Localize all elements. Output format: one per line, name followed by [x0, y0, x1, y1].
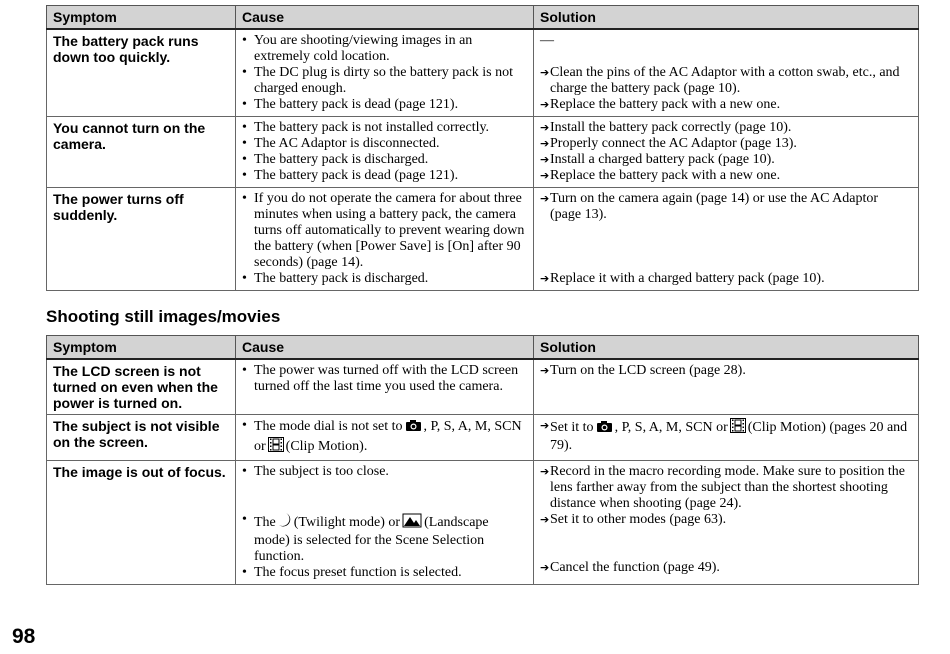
table-row [47, 415, 919, 461]
header-cause: Cause [236, 336, 534, 360]
table-row [47, 117, 919, 188]
arrow-icon: ➔ [540, 465, 550, 478]
bullet-icon: • [242, 120, 247, 135]
camera-auto-mode-icon [596, 419, 613, 438]
troubleshooting-table-shooting [46, 335, 919, 585]
arrow-icon: ➔ [540, 98, 550, 111]
solution-cell [534, 461, 919, 585]
bullet-icon: • [242, 33, 247, 48]
solution-item: ➔ Turn on the LCD screen (page 28). [540, 363, 746, 378]
bullet-icon: • [242, 464, 247, 479]
cause-item: • The focus preset function is selected. [242, 565, 462, 580]
solution-item: ➔ Properly connect the AC Adaptor (page 13). [540, 136, 797, 151]
cause-cell [236, 29, 534, 117]
bullet-icon: • [242, 512, 247, 527]
table-row [47, 29, 919, 117]
arrow-icon: ➔ [540, 192, 550, 205]
solution-cell [534, 359, 919, 415]
solution-item: ➔ Replace the battery pack with a new one. [540, 168, 781, 183]
symptom-cell: The battery pack runs down too quickly. [47, 29, 236, 117]
solution-item: ➔ Install the battery pack correctly (page 10). [540, 120, 792, 135]
page-number: 98 [12, 625, 36, 648]
bullet-icon: • [242, 271, 247, 286]
solution-cell [534, 117, 919, 188]
symptom-cell: You cannot turn on the camera. [47, 117, 236, 188]
troubleshooting-table-power [46, 5, 919, 291]
cause-item: • The battery pack is discharged. [242, 152, 429, 167]
solution-item: ➔ Replace it with a charged battery pack (page 10). [540, 271, 825, 286]
cause-cell [236, 117, 534, 188]
camera-auto-mode-icon [405, 418, 422, 437]
header-solution: Solution [534, 6, 919, 30]
solution-item: ➔ Set it to other modes (page 63). [540, 512, 727, 527]
bullet-icon: • [242, 418, 247, 433]
symptom-cell: The subject is not visible on the screen. [47, 415, 236, 461]
table-row [47, 359, 919, 415]
solution-item: ➔ Set it to , P, S, A, M, SCN or (Clip Motion) (pages 20 and 79). [540, 419, 908, 453]
bullet-icon: • [242, 363, 247, 378]
bullet-icon: • [242, 65, 247, 80]
table-row [47, 188, 919, 291]
cause-item: • If you do not operate the camera for about three minutes when using a battery pack, the camera turns off automatically to prevent wearing down the battery (when [Power Save] is [On] after 90 seconds) (page 14). [242, 191, 525, 270]
symptom-cell: The power turns off suddenly. [47, 188, 236, 291]
cause-cell [236, 188, 534, 291]
cause-item: • The power was turned off with the LCD screen turned off the last time you used the camera. [242, 363, 519, 394]
cause-item: • The (Twilight mode) or (Landscape mode) is selected for the Scene Selection function. [242, 512, 489, 564]
header-cause: Cause [236, 6, 534, 30]
bullet-icon: • [242, 191, 247, 206]
header-symptom: Symptom [47, 6, 236, 30]
arrow-icon: ➔ [540, 66, 550, 79]
solution-cell [534, 29, 919, 117]
cause-item: • The DC plug is dirty so the battery pack is not charged enough. [242, 65, 513, 96]
cause-item: • The mode dial is not set to , P, S, A, M, SCN or (Clip Motion). [242, 418, 527, 457]
section-title: Shooting still images/movies [46, 307, 281, 326]
solution-item: ➔ Cancel the function (page 49). [540, 560, 720, 575]
solution-item: ➔ Clean the pins of the AC Adaptor with a cotton swab, etc., and charge the battery pack (page 10). [540, 65, 900, 96]
solution-item: ➔ Replace the battery pack with a new one. [540, 97, 781, 112]
landscape-mode-icon [402, 513, 422, 533]
clip-motion-icon [268, 437, 284, 457]
arrow-icon: ➔ [540, 561, 550, 574]
symptom-cell: The LCD screen is not turned on even when the power is turned on. [47, 359, 236, 415]
cause-item: • The battery pack is not installed correctly. [242, 120, 490, 135]
header-symptom: Symptom [47, 336, 236, 360]
solution-cell [534, 188, 919, 291]
bullet-icon: • [242, 136, 247, 151]
arrow-icon: ➔ [540, 513, 550, 526]
bullet-icon: • [242, 168, 247, 183]
cause-item: • The battery pack is discharged. [242, 271, 429, 286]
clip-motion-icon [730, 418, 746, 438]
bullet-icon: • [242, 152, 247, 167]
cause-cell [236, 359, 534, 415]
table-header-row [47, 6, 919, 30]
table-row [47, 461, 919, 585]
symptom-cell: The image is out of focus. [47, 461, 236, 585]
solution-none: — [540, 33, 554, 48]
cause-cell [236, 415, 534, 461]
table-header-row [47, 336, 919, 360]
cause-item: • You are shooting/viewing images in an extremely cold location. [242, 33, 473, 64]
solution-item: ➔ Turn on the camera again (page 14) or use the AC Adaptor (page 13). [540, 191, 879, 222]
arrow-icon: ➔ [540, 272, 550, 285]
twilight-mode-icon [278, 512, 292, 533]
arrow-icon: ➔ [540, 169, 550, 182]
cause-item: • The AC Adaptor is disconnected. [242, 136, 440, 151]
arrow-icon: ➔ [540, 137, 550, 150]
arrow-icon: ➔ [540, 121, 550, 134]
header-solution: Solution [534, 336, 919, 360]
arrow-icon: ➔ [540, 364, 550, 377]
solution-item: ➔ Install a charged battery pack (page 10). [540, 152, 775, 167]
solution-item: ➔ Record in the macro recording mode. Make sure to position the lens farther away from the subject than the shortest shooting distance when shooting (page 24). [540, 464, 905, 511]
cause-cell [236, 461, 534, 585]
arrow-icon: ➔ [540, 419, 550, 432]
bullet-icon: • [242, 565, 247, 580]
cause-item: • The battery pack is dead (page 121). [242, 168, 459, 183]
bullet-icon: • [242, 97, 247, 112]
cause-item: • The battery pack is dead (page 121). [242, 97, 459, 112]
cause-item: • The subject is too close. [242, 464, 389, 479]
solution-cell [534, 415, 919, 461]
arrow-icon: ➔ [540, 153, 550, 166]
